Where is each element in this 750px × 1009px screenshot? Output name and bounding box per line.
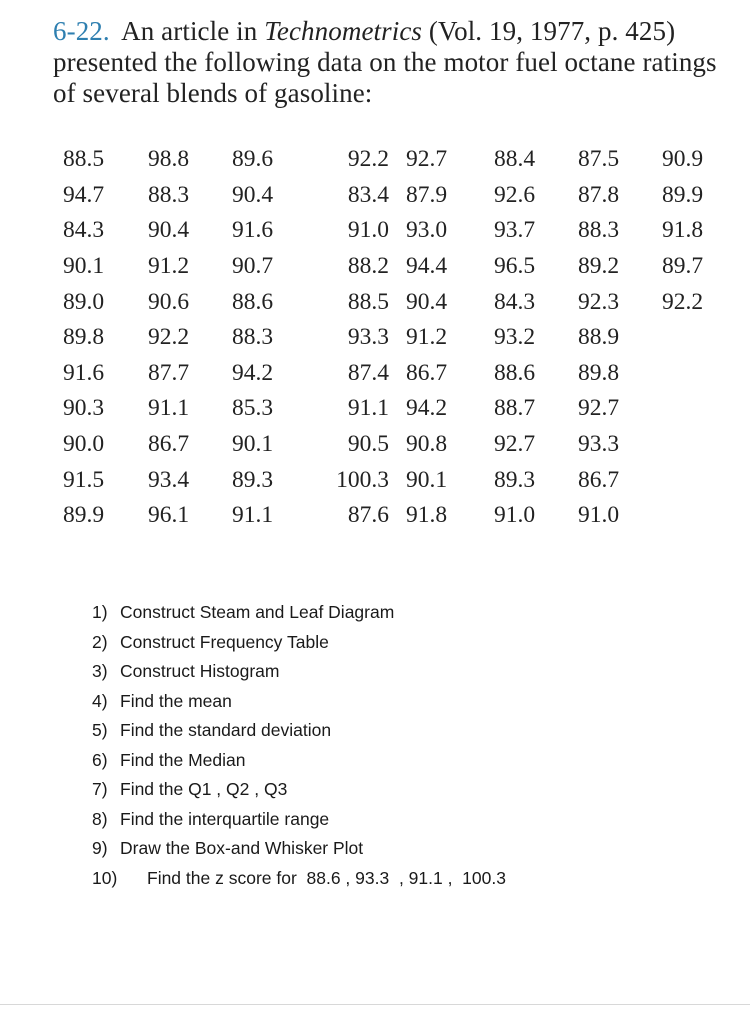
data-cell-value: 90.5 xyxy=(347,431,389,458)
task-item xyxy=(92,775,506,805)
data-cell xyxy=(320,462,406,498)
data-cell: 89.9 xyxy=(662,181,704,208)
problem-intro-end: (Vol. 19, 1977, p. 425) presented the following data on the motor fuel octane ratings of several blends of gasoline: xyxy=(53,16,717,108)
data-cell xyxy=(320,391,406,427)
data-cell-value: 92.2 xyxy=(347,146,389,173)
page-bottom-divider xyxy=(0,1004,750,1005)
data-cell: 89.3 xyxy=(494,466,536,493)
data-cell xyxy=(662,427,712,463)
data-cell: 88.6 xyxy=(232,288,274,315)
data-cell: 89.3 xyxy=(232,466,274,493)
problem-statement xyxy=(53,16,723,109)
data-cell: 91.2 xyxy=(406,324,448,351)
data-cell: 92.2 xyxy=(148,324,190,351)
task-item xyxy=(92,687,506,717)
data-cell xyxy=(320,142,406,178)
data-cell: 92.7 xyxy=(578,395,620,422)
task-number: 4) xyxy=(92,690,108,711)
task-list xyxy=(92,598,506,893)
data-cell: 94.2 xyxy=(232,359,274,386)
task-item xyxy=(92,628,506,658)
data-row xyxy=(63,178,712,214)
task-number: 6) xyxy=(92,749,108,770)
data-cell-value: 91.0 xyxy=(347,217,389,244)
data-cell: 94.7 xyxy=(63,181,105,208)
data-cell: 93.4 xyxy=(148,466,190,493)
data-cell: 91.6 xyxy=(232,217,274,244)
data-cell: 88.4 xyxy=(494,146,536,173)
task-item xyxy=(92,746,506,776)
task-number: 8) xyxy=(92,808,108,829)
data-cell: 87.8 xyxy=(578,181,620,208)
data-cell-value: 100.3 xyxy=(336,466,389,493)
task-item xyxy=(92,657,506,687)
data-cell xyxy=(662,356,712,392)
data-cell: 88.3 xyxy=(148,181,190,208)
data-row xyxy=(63,427,712,463)
data-cell xyxy=(320,320,406,356)
data-cell xyxy=(662,320,712,356)
data-cell xyxy=(662,462,712,498)
data-cell-value: 88.5 xyxy=(347,288,389,315)
task-number: 2) xyxy=(92,631,108,652)
task-text: Find the z score for 88.6 , 93.3 , 91.1 , 100.3 xyxy=(147,867,506,888)
data-cell: 90.4 xyxy=(148,217,190,244)
task-item xyxy=(92,716,506,746)
data-cell: 90.1 xyxy=(63,253,105,280)
octane-data-table xyxy=(63,142,712,534)
data-cell: 87.7 xyxy=(148,359,190,386)
data-cell: 91.8 xyxy=(406,502,448,529)
task-text: Find the standard deviation xyxy=(120,720,332,740)
task-number: 7) xyxy=(92,779,108,799)
data-row xyxy=(63,249,712,285)
task-item xyxy=(92,864,506,894)
task-text: Find the Median xyxy=(120,749,246,770)
data-cell: 90.8 xyxy=(406,431,448,458)
data-cell: 89.7 xyxy=(662,253,704,280)
task-number: 1) xyxy=(92,602,108,622)
data-cell: 87.5 xyxy=(578,146,620,173)
data-cell: 90.9 xyxy=(662,146,704,173)
data-cell: 89.0 xyxy=(63,288,105,315)
data-cell xyxy=(320,284,406,320)
data-row xyxy=(63,142,712,178)
data-cell: 91.0 xyxy=(578,502,620,529)
data-cell: 90.6 xyxy=(148,288,190,315)
data-cell: 91.5 xyxy=(63,466,105,493)
data-cell xyxy=(320,498,406,534)
data-cell: 86.7 xyxy=(148,431,190,458)
data-cell: 88.3 xyxy=(232,324,274,351)
data-cell: 92.2 xyxy=(662,288,704,315)
data-cell-value: 83.4 xyxy=(347,181,389,208)
data-cell-value: 91.1 xyxy=(347,395,389,422)
problem-number: 6-22. xyxy=(53,16,110,46)
data-cell: 96.1 xyxy=(148,502,190,529)
task-number: 9) xyxy=(92,838,108,858)
data-row xyxy=(63,284,712,320)
data-cell: 89.6 xyxy=(232,146,274,173)
task-text: Construct Steam and Leaf Diagram xyxy=(120,602,395,622)
task-item xyxy=(92,598,506,628)
task-text: Find the Q1 , Q2 , Q3 xyxy=(120,779,288,799)
data-cell-value: 87.4 xyxy=(347,359,389,386)
data-cell: 90.1 xyxy=(406,466,448,493)
data-cell: 91.1 xyxy=(148,395,190,422)
data-cell: 91.8 xyxy=(662,217,704,244)
data-cell: 91.2 xyxy=(148,253,190,280)
data-cell: 84.3 xyxy=(63,217,105,244)
data-cell: 91.0 xyxy=(494,502,536,529)
task-text: Find the interquartile range xyxy=(120,808,330,829)
data-cell xyxy=(320,427,406,463)
data-cell: 89.8 xyxy=(63,324,105,351)
data-cell xyxy=(320,356,406,392)
data-cell: 90.4 xyxy=(232,181,274,208)
data-cell: 91.1 xyxy=(232,502,274,529)
data-cell: 90.3 xyxy=(63,395,105,422)
data-row xyxy=(63,391,712,427)
data-cell: 87.9 xyxy=(406,181,448,208)
data-cell xyxy=(320,249,406,285)
data-cell: 92.7 xyxy=(406,146,448,173)
journal-name: Technometrics xyxy=(264,16,423,46)
data-cell: 86.7 xyxy=(406,359,448,386)
data-cell: 90.4 xyxy=(406,288,448,315)
data-cell: 90.0 xyxy=(63,431,105,458)
task-item xyxy=(92,834,506,864)
data-cell: 92.3 xyxy=(578,288,620,315)
data-cell xyxy=(320,178,406,214)
data-cell: 88.9 xyxy=(578,324,620,351)
data-cell-value: 87.6 xyxy=(347,502,389,529)
data-cell: 98.8 xyxy=(148,146,190,173)
data-cell: 86.7 xyxy=(578,466,620,493)
task-text: Construct Histogram xyxy=(120,661,280,681)
data-row xyxy=(63,356,712,392)
data-cell: 89.8 xyxy=(578,359,620,386)
data-cell xyxy=(320,213,406,249)
data-cell: 88.3 xyxy=(578,217,620,244)
data-cell: 92.7 xyxy=(494,431,536,458)
data-row xyxy=(63,462,712,498)
data-cell: 94.2 xyxy=(406,395,448,422)
data-cell: 93.0 xyxy=(406,217,448,244)
data-cell: 93.2 xyxy=(494,324,536,351)
data-cell: 90.7 xyxy=(232,253,274,280)
data-cell: 88.5 xyxy=(63,146,105,173)
data-cell: 89.2 xyxy=(578,253,620,280)
data-cell: 93.3 xyxy=(578,431,620,458)
data-cell: 88.6 xyxy=(494,359,536,386)
data-row xyxy=(63,498,712,534)
data-cell: 85.3 xyxy=(232,395,274,422)
data-cell: 84.3 xyxy=(494,288,536,315)
task-number: 3) xyxy=(92,661,108,681)
problem-intro-start: An article in xyxy=(121,16,265,46)
data-cell: 88.7 xyxy=(494,395,536,422)
data-cell: 91.6 xyxy=(63,359,105,386)
data-row xyxy=(63,213,712,249)
data-cell xyxy=(662,391,712,427)
data-cell: 90.1 xyxy=(232,431,274,458)
data-cell xyxy=(662,498,712,534)
task-item xyxy=(92,805,506,835)
data-row xyxy=(63,320,712,356)
data-cell: 94.4 xyxy=(406,253,448,280)
task-number: 10) xyxy=(92,867,118,888)
data-cell: 96.5 xyxy=(494,253,536,280)
task-text: Construct Frequency Table xyxy=(120,631,329,652)
task-number: 5) xyxy=(92,720,108,740)
task-text: Find the mean xyxy=(120,690,232,711)
data-cell: 92.6 xyxy=(494,181,536,208)
data-cell-value: 93.3 xyxy=(347,324,389,351)
data-cell-value: 88.2 xyxy=(347,253,389,280)
data-cell: 93.7 xyxy=(494,217,536,244)
task-text: Draw the Box-and Whisker Plot xyxy=(120,838,364,858)
data-cell: 89.9 xyxy=(63,502,105,529)
